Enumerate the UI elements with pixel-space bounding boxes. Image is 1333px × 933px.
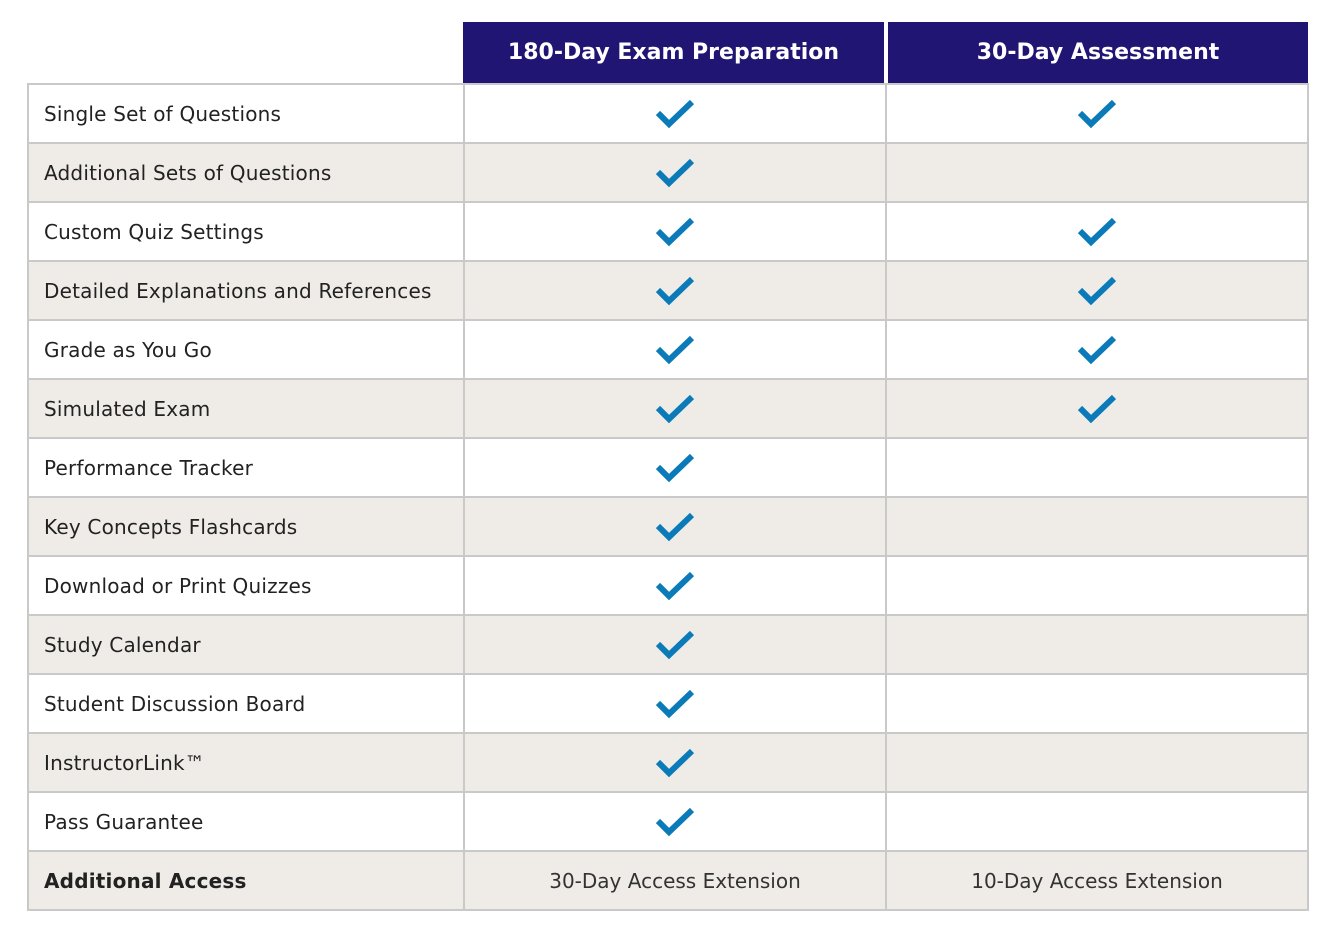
checkmark-icon [655,806,695,838]
feature-label: Grade as You Go [28,320,464,379]
cell-30-day: 10-Day Access Extension [886,851,1308,910]
table-row [28,497,1308,556]
feature-label: Key Concepts Flashcards [28,497,464,556]
feature-label: Pass Guarantee [28,792,464,851]
table-row [28,615,1308,674]
table-row [28,674,1308,733]
feature-label: Study Calendar [28,615,464,674]
cell-180-day [464,497,886,556]
cell-30-day [886,143,1308,202]
checkmark-icon [655,334,695,366]
table-row [28,261,1308,320]
header-30-day: 30-Day Assessment [888,22,1308,83]
checkmark-icon [655,216,695,248]
cell-30-day [886,438,1308,497]
feature-label: Additional Sets of Questions [28,143,464,202]
cell-30-day [886,261,1308,320]
checkmark-icon [1077,275,1117,307]
checkmark-icon [1077,98,1117,130]
checkmark-icon [1077,334,1117,366]
cell-180-day [464,556,886,615]
table-row [28,320,1308,379]
cell-30-day [886,84,1308,143]
cell-30-day [886,556,1308,615]
table-row [28,556,1308,615]
cell-30-day [886,674,1308,733]
feature-label: Custom Quiz Settings [28,202,464,261]
checkmark-icon [655,629,695,661]
cell-180-day [464,674,886,733]
table-header [27,22,1308,83]
cell-30-day [886,379,1308,438]
table-row [28,84,1308,143]
comparison-table [27,22,1308,911]
cell-180-day [464,84,886,143]
cell-180-day: 30-Day Access Extension [464,851,886,910]
cell-30-day [886,733,1308,792]
checkmark-icon [655,688,695,720]
features-table [27,83,1309,911]
feature-label: Detailed Explanations and References [28,261,464,320]
cell-180-day [464,792,886,851]
cell-180-day [464,261,886,320]
checkmark-icon [655,275,695,307]
feature-label: Download or Print Quizzes [28,556,464,615]
checkmark-icon [655,747,695,779]
feature-label: Additional Access [28,851,464,910]
table-row-additional-access [28,851,1308,910]
feature-label: Student Discussion Board [28,674,464,733]
cell-30-day [886,202,1308,261]
feature-label: Performance Tracker [28,438,464,497]
cell-180-day [464,438,886,497]
table-row [28,733,1308,792]
cell-30-day [886,792,1308,851]
feature-label: InstructorLink™ [28,733,464,792]
cell-180-day [464,379,886,438]
checkmark-icon [1077,393,1117,425]
table-row [28,792,1308,851]
cell-180-day [464,320,886,379]
checkmark-icon [655,452,695,484]
checkmark-icon [655,157,695,189]
cell-180-day [464,202,886,261]
cell-180-day [464,143,886,202]
cell-180-day [464,733,886,792]
feature-label: Single Set of Questions [28,84,464,143]
header-180-day: 180-Day Exam Preparation [463,22,884,83]
feature-label: Simulated Exam [28,379,464,438]
cell-30-day [886,497,1308,556]
table-row [28,202,1308,261]
table-row [28,379,1308,438]
table-row [28,438,1308,497]
checkmark-icon [655,570,695,602]
table-row [28,143,1308,202]
checkmark-icon [655,511,695,543]
checkmark-icon [655,393,695,425]
header-blank [27,22,463,83]
checkmark-icon [1077,216,1117,248]
cell-180-day [464,615,886,674]
cell-30-day [886,320,1308,379]
checkmark-icon [655,98,695,130]
cell-30-day [886,615,1308,674]
